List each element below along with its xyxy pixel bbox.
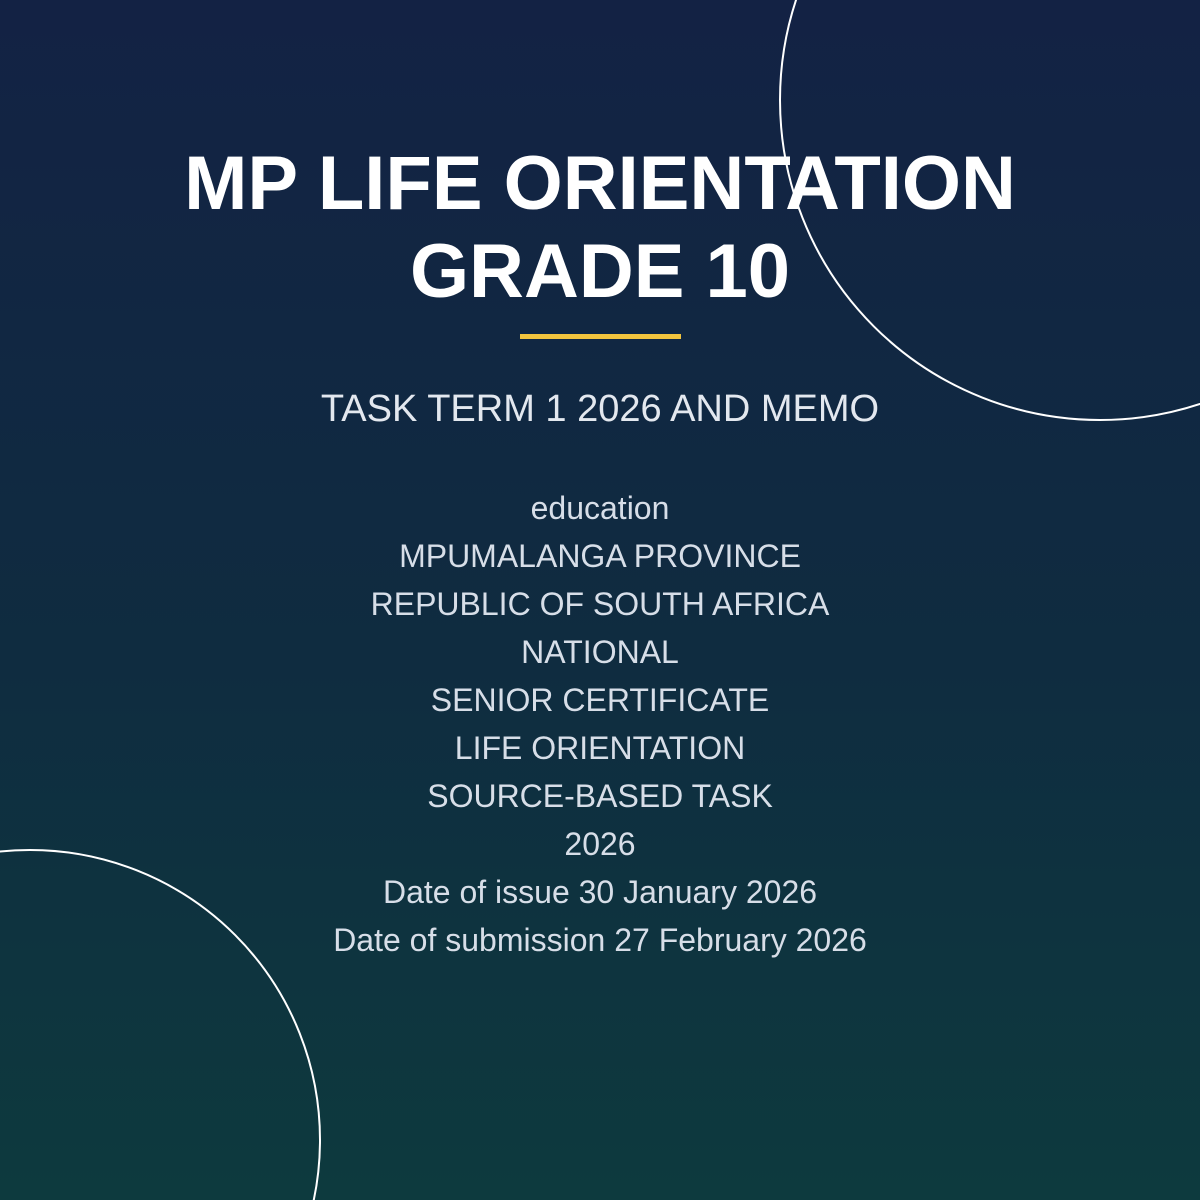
detail-line: SENIOR CERTIFICATE: [430, 682, 770, 718]
detail-line: Date of submission 27 February 2026: [333, 922, 867, 958]
subtitle: TASK TERM 1 2026 AND MEMO: [320, 388, 880, 430]
accent-divider: [520, 334, 681, 339]
detail-line: 2026: [564, 826, 636, 862]
detail-line: MPUMALANGA PROVINCE: [399, 538, 801, 574]
page-title: [0, 140, 1200, 316]
detail-line: REPUBLIC OF SOUTH AFRICA: [370, 586, 830, 622]
detail-line: NATIONAL: [521, 634, 679, 670]
title-line-1: MP LIFE ORIENTATION: [184, 141, 1016, 226]
detail-line: Date of issue 30 January 2026: [382, 874, 818, 910]
detail-line: LIFE ORIENTATION: [454, 730, 746, 766]
detail-line: education: [530, 490, 670, 526]
detail-line: SOURCE-BASED TASK: [427, 778, 773, 814]
document-details: [0, 484, 1200, 964]
title-line-2: GRADE 10: [409, 229, 791, 314]
